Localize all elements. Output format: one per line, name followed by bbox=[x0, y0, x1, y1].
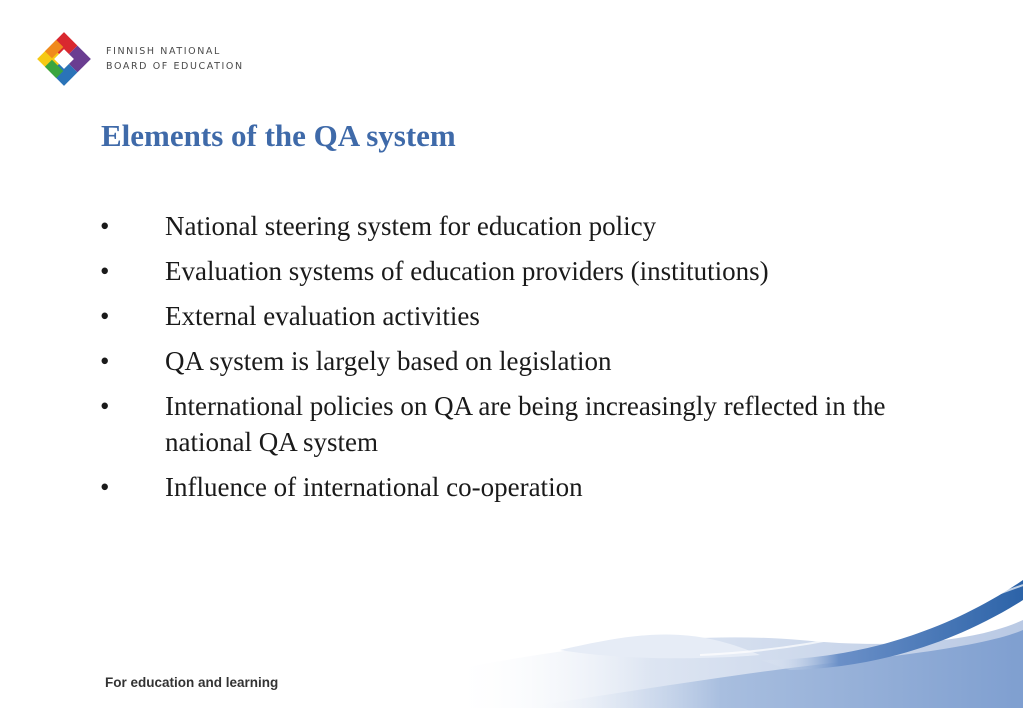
org-name-line1: FINNISH NATIONAL bbox=[106, 46, 221, 57]
bullet-text: Evaluation systems of education providers (institutions) bbox=[165, 256, 769, 286]
bullet-item bbox=[100, 388, 960, 460]
footer-tagline: For education and learning bbox=[105, 675, 279, 690]
bullet-text: External evaluation activities bbox=[165, 301, 480, 331]
bullet-item bbox=[100, 298, 960, 334]
bullet-item bbox=[100, 469, 960, 505]
bullet-text: Influence of international co-operation bbox=[165, 472, 583, 502]
bullet-marker: • bbox=[100, 346, 110, 376]
bullet-list bbox=[100, 208, 960, 514]
bullet-item bbox=[100, 253, 960, 289]
slide-title: Elements of the QA system bbox=[101, 118, 456, 153]
org-name bbox=[106, 44, 244, 74]
bullet-marker: • bbox=[100, 301, 110, 331]
diamond-quad-logo-icon bbox=[34, 31, 94, 87]
bullet-text: International policies on QA are being increasingly reflected in the national QA system bbox=[165, 391, 886, 457]
bullet-text: National steering system for education policy bbox=[165, 211, 657, 241]
bullet-marker: • bbox=[100, 391, 110, 421]
bullet-marker: • bbox=[100, 256, 110, 286]
bullet-marker: • bbox=[100, 211, 110, 241]
bullet-item bbox=[100, 208, 960, 244]
bullet-text: QA system is largely based on legislation bbox=[165, 346, 612, 376]
org-name-line2: BOARD OF EDUCATION bbox=[106, 61, 244, 72]
bullet-marker: • bbox=[100, 472, 110, 502]
bullet-item bbox=[100, 343, 960, 379]
